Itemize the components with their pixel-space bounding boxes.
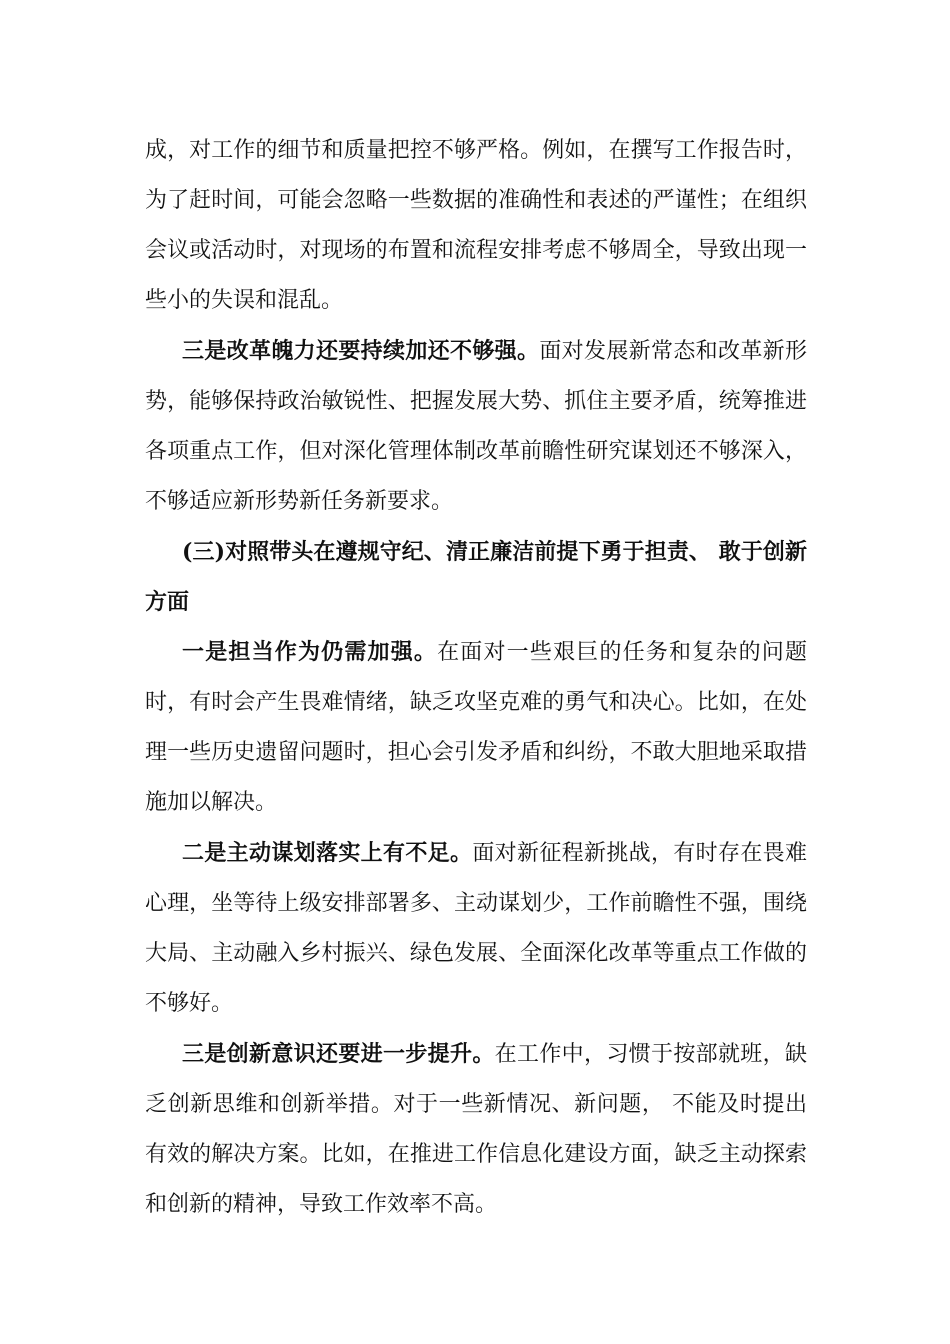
- paragraph-lead: 三是改革魄力还要持续加还不够强。: [182, 338, 540, 364]
- document-body: [145, 126, 807, 1230]
- paragraph-body: 在面对一些艰巨的任务和复杂的问题时，有时会产生畏难情绪，缺乏攻坚克难的勇气和决心。比如，在处理一些历史遗留问题时，担心会引发矛盾和纠纷，不敢大胆地采取措施加以解决。: [145, 640, 807, 815]
- section-heading-text: (三)对照带头在遵规守纪、清正廉洁前提下勇于担责、 敢于创新方面: [145, 539, 807, 615]
- paragraph-body: 在工作中，习惯于按部就班，缺乏创新思维和创新举措。对于一些新情况、新问题， 不能及时提出有效的解决方案。比如，在推进工作信息化建设方面，缺乏主动探索和创新的精神，导致工作效率不高。: [145, 1042, 807, 1217]
- section-heading: [145, 527, 807, 627]
- paragraph-lead: 三是创新意识还要进一步提升。: [182, 1041, 495, 1067]
- paragraph-lead: 一是担当作为仍需加强。: [182, 639, 438, 665]
- paragraph-lead: 二是主动谋划落实上有不足。: [182, 840, 473, 866]
- paragraph-reform-courage: [145, 326, 807, 527]
- paragraph-body: 面对新征程新挑战，有时存在畏难心理，坐等待上级安排部署多、主动谋划少，工作前瞻性不强，围绕大局、主动融入乡村振兴、绿色发展、全面深化改革等重点工作做的不够好。: [145, 841, 807, 1016]
- paragraph-body: 成，对工作的细节和质量把控不够严格。例如，在撰写工作报告时，为了赶时间，可能会忽略一些数据的准确性和表述的严谨性；在组织会议或活动时，对现场的布置和流程安排考虑不够周全，导致出现一些小的失误和混乱。: [145, 138, 807, 313]
- paragraph-responsibility: [145, 627, 807, 828]
- paragraph-body: 面对发展新常态和改革新形势，能够保持政治敏锐性、把握发展大势、抓住主要矛盾，统筹推进各项重点工作，但对深化管理体制改革前瞻性研究谋划还不够深入，不够适应新形势新任务新要求。: [145, 339, 807, 514]
- paragraph-continuation: [145, 126, 807, 326]
- paragraph-innovation: [145, 1029, 807, 1230]
- paragraph-planning: [145, 828, 807, 1029]
